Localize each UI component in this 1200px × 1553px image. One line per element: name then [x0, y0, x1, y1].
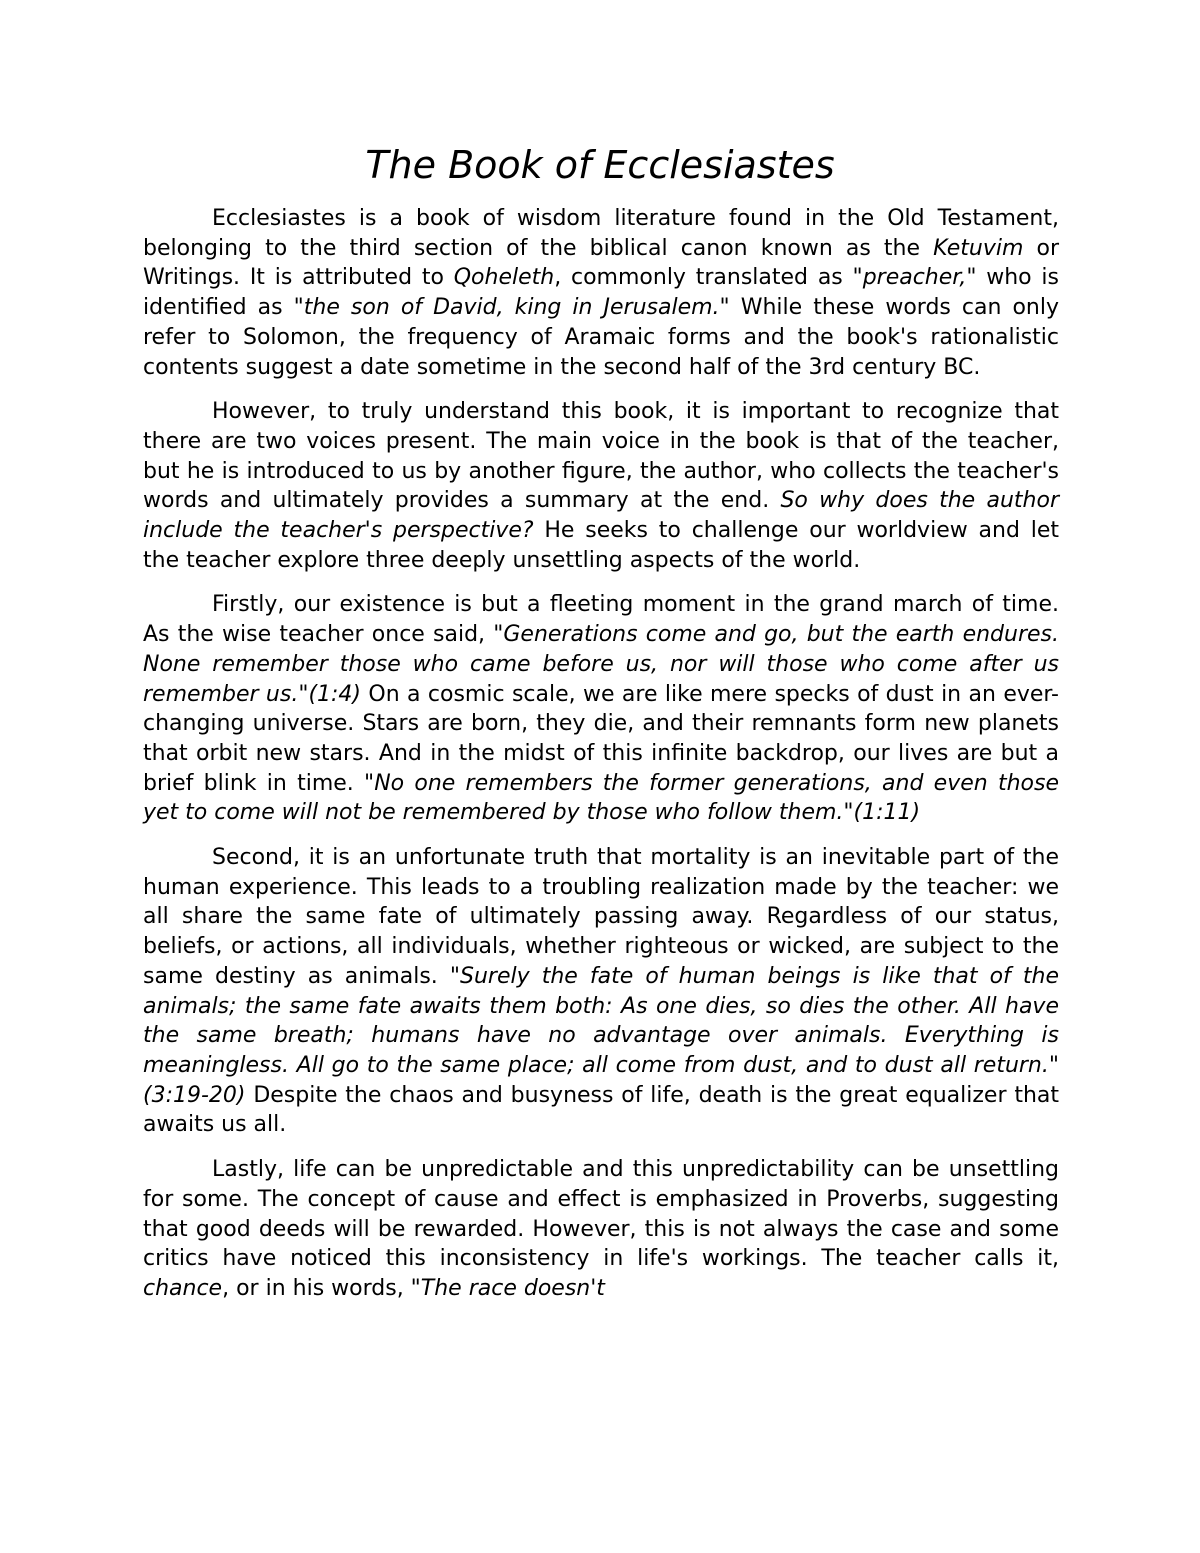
- text-run: Second, it is an unfortunate truth that mortality is an inevitable part of the human experience. This leads to a troubling realization made by the teacher: we all share the same fate of ultimately passing away. Regardless of our status, beliefs, or actions, all individuals, whether righteous or wicked, are subject to the same destiny as animals. ": [143, 845, 1059, 989]
- text-run: Lastly, life can be unpredictable and this unpredictability can be unsettling for some. The concept of cause and effect is emphasized in Proverbs, suggesting that good deeds will be rewarded. However, this is not always the case and some critics have noticed this inconsistency in life's workings. The teacher calls it,: [143, 1157, 1059, 1272]
- italic-text-run: Qoheleth: [453, 265, 555, 291]
- italic-text-run: chance: [143, 1275, 223, 1301]
- italic-text-run: (1:11): [853, 800, 921, 826]
- italic-text-run: (3:19-20): [143, 1082, 246, 1108]
- text-run: ": [298, 681, 309, 707]
- text-run: ": [1048, 1052, 1059, 1078]
- italic-text-run: So why does the author include the teacher's perspective?: [143, 488, 1059, 544]
- text-run: " who is identified as ": [143, 265, 1059, 321]
- paragraph: [143, 397, 1059, 575]
- paragraph: [143, 843, 1059, 1140]
- text-run: , commonly translated as ": [554, 265, 863, 291]
- italic-text-run: No one remembers the former generations, and even those yet to come will not be remembered by those who follow them.: [143, 770, 1060, 826]
- paragraph: [143, 1155, 1059, 1304]
- document-body: [143, 204, 1059, 1319]
- text-run: Firstly, our existence is but a fleeting moment in the grand march of time. As the wise teacher once said, ": [143, 592, 1059, 648]
- italic-text-run: The race doesn't: [420, 1275, 605, 1301]
- text-run: However, to truly understand this book, it is important to recognize that there are two voices present. The main voice in the book is that of the teacher, but he is introduced to us by another figure, the author, who collects the teacher's words and ultimately provides a summary at the end.: [143, 399, 1059, 514]
- document-title: The Book of Ecclesiastes: [365, 143, 835, 187]
- paragraph: [143, 590, 1059, 828]
- italic-text-run: Surely the fate of human beings is like that of the animals; the same fate awaits them both: As one dies, so dies the other. All have the same breath; humans have no advantage over animals. Everything is meaningless. All go to the same place; all come from dust, and to dust all return.: [143, 963, 1059, 1078]
- text-run: , or in his words, ": [222, 1275, 421, 1301]
- italic-text-run: Generations come and go, but the earth endures. None remember those who came before us, nor will those who come after us remember us.: [143, 622, 1060, 707]
- italic-text-run: Ketuvim: [933, 235, 1024, 261]
- italic-text-run: preacher,: [862, 265, 967, 291]
- text-run: ": [843, 800, 854, 826]
- text-run: Ecclesiastes is a book of wisdom literature found in the Old Testament, belonging to the third section of the biblical canon known as the: [143, 206, 1059, 261]
- italic-text-run: (1:4): [308, 681, 362, 707]
- text-run: On a cosmic scale, we are like mere specks of dust in an ever-changing universe. Stars are born, they die, and their remnants form new planets that orbit new stars. And in the midst of this infinite backdrop, our lives are but a brief blink in time. ": [143, 681, 1059, 796]
- italic-text-run: the son of David, king in Jerusalem.: [303, 295, 720, 321]
- text-run: He seeks to challenge our worldview and let the teacher explore three deeply unsettling aspects of the world.: [143, 518, 1059, 573]
- text-run: or Writings. It is attributed to: [143, 235, 1059, 291]
- text-run: " While these words can only refer to Solomon, the frequency of Aramaic forms and the book's rationalistic contents suggest a date sometime in the second half of the 3rd century BC.: [143, 295, 1059, 380]
- paragraph: [143, 204, 1059, 382]
- text-run: Despite the chaos and busyness of life, death is the great equalizer that awaits us all.: [143, 1082, 1059, 1138]
